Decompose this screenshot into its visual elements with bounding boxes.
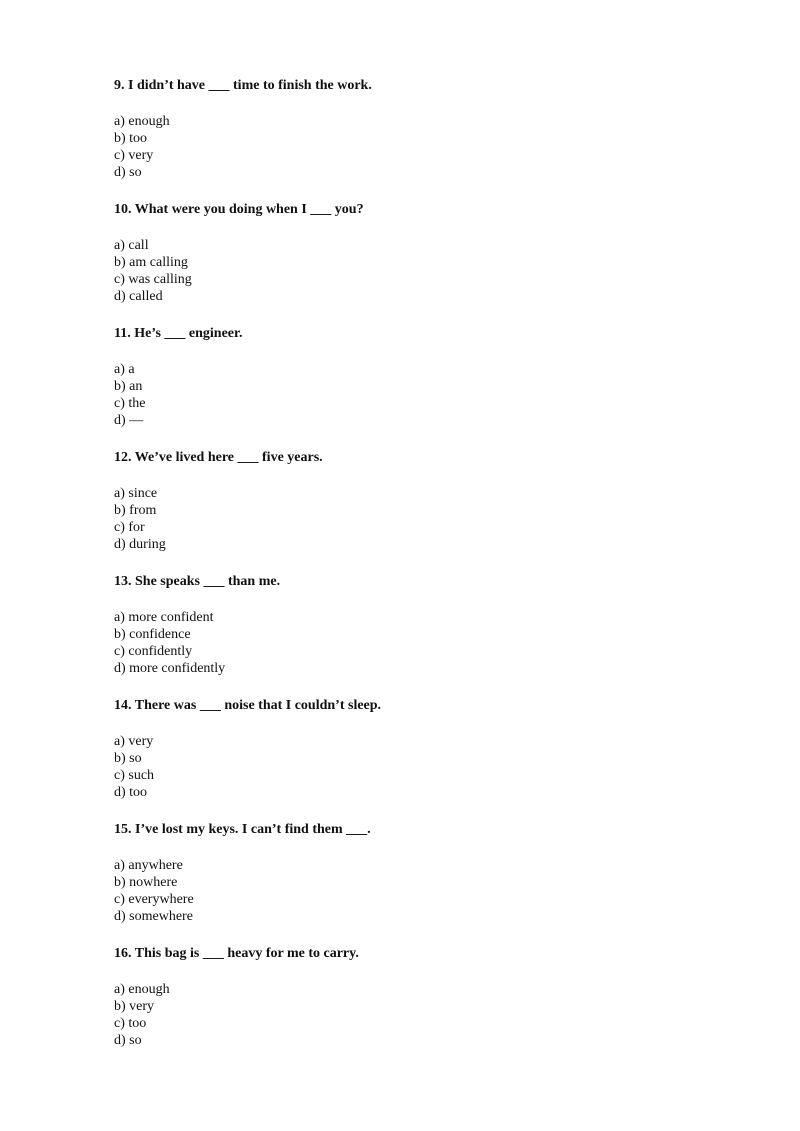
option-d: d) so [114, 165, 142, 180]
question-title: 9. I didn’t have ___ time to finish the work. [114, 78, 372, 93]
option-a: a) call [114, 238, 149, 253]
option-d: d) so [114, 1033, 142, 1048]
option-a: a) enough [114, 114, 170, 129]
option-d: d) called [114, 289, 163, 304]
option-b: b) confidence [114, 627, 191, 642]
option-c: c) was calling [114, 272, 192, 287]
option-b: b) nowhere [114, 875, 178, 890]
option-b: b) so [114, 751, 142, 766]
option-c: c) for [114, 520, 145, 535]
option-a: a) very [114, 734, 154, 749]
question-9 [114, 77, 800, 181]
option-list [114, 237, 800, 305]
option-c: c) too [114, 1016, 147, 1031]
question-title: 10. What were you doing when I ___ you? [114, 202, 364, 217]
option-c: c) everywhere [114, 892, 194, 907]
option-list [114, 981, 800, 1049]
question-title: 11. He’s ___ engineer. [114, 326, 243, 341]
option-d: d) more confidently [114, 661, 226, 676]
question-title: 16. This bag is ___ heavy for me to carry. [114, 946, 359, 961]
question-15 [114, 821, 800, 925]
option-d: d) during [114, 537, 166, 552]
question-11 [114, 325, 800, 429]
question-title: 15. I’ve lost my keys. I can’t find them ___. [114, 822, 371, 837]
question-10 [114, 201, 800, 305]
question-title: 13. She speaks ___ than me. [114, 574, 281, 589]
question-13 [114, 573, 800, 677]
question-14 [114, 697, 800, 801]
option-a: a) a [114, 362, 135, 377]
option-d: d) — [114, 413, 144, 428]
option-c: c) very [114, 148, 154, 163]
question-title: 14. There was ___ noise that I couldn’t sleep. [114, 698, 382, 713]
option-a: a) enough [114, 982, 170, 997]
option-list [114, 113, 800, 181]
option-d: d) too [114, 785, 148, 800]
option-list [114, 857, 800, 925]
question-16 [114, 945, 800, 1049]
option-list [114, 485, 800, 553]
option-a: a) more confident [114, 610, 214, 625]
question-title: 12. We’ve lived here ___ five years. [114, 450, 323, 465]
option-b: b) too [114, 131, 148, 146]
option-d: d) somewhere [114, 909, 193, 924]
option-list [114, 733, 800, 801]
option-b: b) very [114, 999, 155, 1014]
option-c: c) confidently [114, 644, 193, 659]
option-list [114, 609, 800, 677]
option-list [114, 361, 800, 429]
option-c: c) the [114, 396, 146, 411]
option-a: a) since [114, 486, 158, 501]
question-12 [114, 449, 800, 553]
option-b: b) am calling [114, 255, 188, 270]
option-b: b) from [114, 503, 157, 518]
option-c: c) such [114, 768, 155, 783]
option-b: b) an [114, 379, 143, 394]
option-a: a) anywhere [114, 858, 183, 873]
